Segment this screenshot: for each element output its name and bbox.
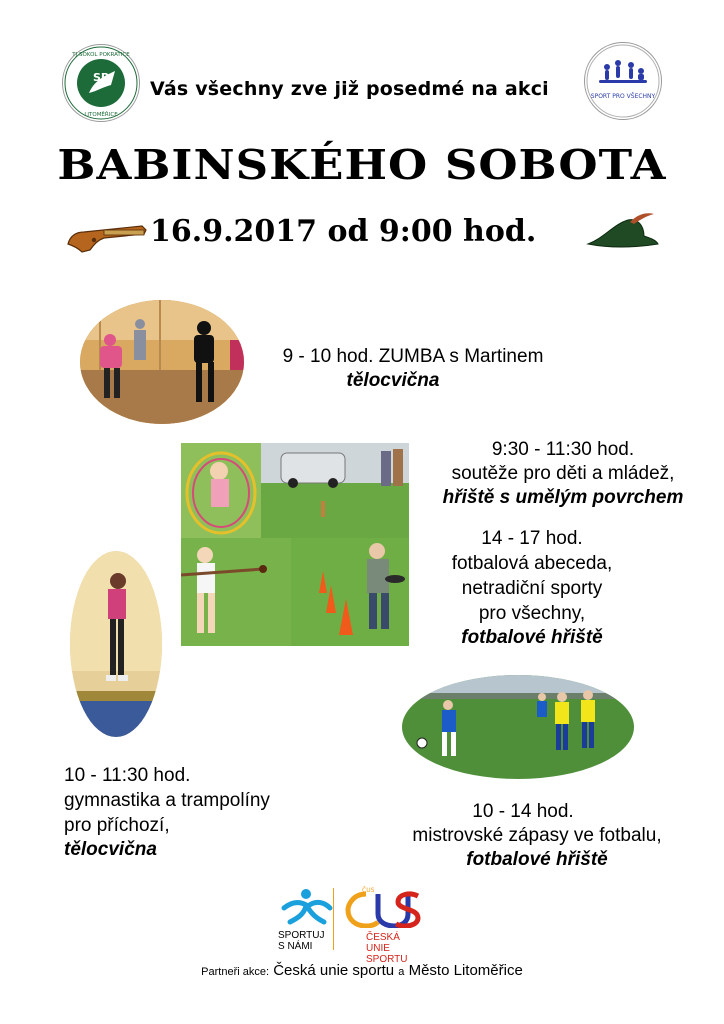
event-gym-desc2: pro příchozí,: [64, 815, 170, 836]
sokol-initials: SP: [93, 71, 109, 84]
event-match-place: fotbalové hřiště: [466, 849, 608, 870]
sportuj-s-nami-logo: [276, 888, 336, 958]
partner-cus: Česká unie sportu: [273, 962, 395, 979]
sportuj-line2: S NÁMI: [278, 941, 313, 952]
event-zumba-time: 9 - 10 hod. ZUMBA s Martinem: [282, 346, 544, 367]
cus-line2: UNIE SPORTU: [366, 943, 408, 965]
event-zumba-place: tělocvična: [346, 370, 440, 391]
event-football-abc-time: 14 - 17 hod.: [481, 528, 583, 549]
cus-line1: ČESKÁ: [366, 932, 400, 943]
trampoline-photo: [70, 551, 162, 737]
zumba-photo: [80, 300, 244, 424]
event-football-abc-desc2: netradiční sporty: [461, 578, 603, 599]
cus-letters: ČUS: [362, 887, 375, 894]
football-photo: [402, 675, 634, 779]
partners-line: [0, 962, 724, 979]
sport-logo-caption: SPORT PRO VŠECHNY: [590, 93, 656, 100]
event-games-desc: soutěže pro děti a mládež,: [451, 463, 675, 484]
footer-divider: [333, 888, 334, 950]
sokol-ring-bottom: LITOMĚŘICE: [84, 112, 118, 118]
event-title: BABINSKÉHO SOBOTA: [57, 140, 667, 189]
event-gym-place: tělocvična: [64, 839, 157, 860]
event-date: 16.9.2017 od 9:00 hod.: [150, 214, 537, 249]
event-games-place: hřiště s umělým povrchem: [442, 487, 684, 508]
partners-label: Partneři akce:: [201, 966, 270, 978]
partners-and: a: [398, 966, 405, 978]
sokol-logo: [62, 44, 140, 122]
event-football-abc-desc3: pro všechny,: [478, 603, 586, 624]
event-match-time: 10 - 14 hod.: [472, 801, 574, 822]
invite-text: Vás všechny zve již posedmé na akci: [150, 78, 549, 100]
kids-games-collage: [181, 443, 409, 646]
pistol-icon: [64, 214, 150, 256]
cus-logo: [344, 886, 424, 965]
event-games-time: 9:30 - 11:30 hod.: [491, 439, 635, 460]
partner-litomerice: Město Litoměřice: [408, 962, 523, 979]
sokol-ring-top: TJ SOKOL POKRATICE: [72, 52, 130, 58]
event-gym-desc1: gymnastika a trampolíny: [64, 790, 270, 811]
sport-pro-vsechny-logo: [584, 42, 662, 120]
event-football-abc-desc1: fotbalová abeceda,: [451, 553, 613, 574]
sportuj-line1: SPORTUJ: [278, 930, 325, 941]
event-gym-time: 10 - 11:30 hod.: [64, 765, 191, 786]
hat-icon: [584, 208, 660, 252]
event-football-abc-place: fotbalové hřiště: [461, 627, 603, 648]
event-match-desc: mistrovské zápasy ve fotbalu,: [412, 825, 662, 846]
